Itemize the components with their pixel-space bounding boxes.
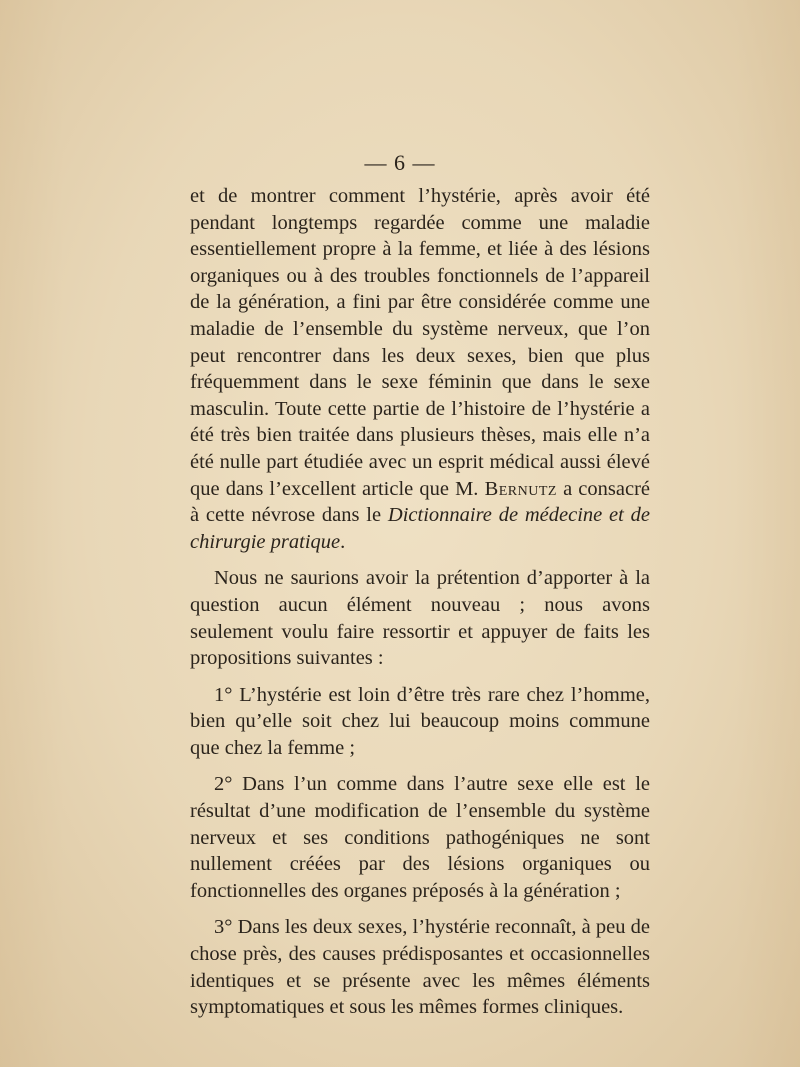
body-text [190,183,650,1021]
page-number: — 6 — [364,150,436,175]
proposition-3: 3° Dans les deux sexes, l’hystérie reconnaît, à peu de chose près, des causes prédisposantes et occasionnelles identiques et se présente avec les mêmes éléments symptomatiques et sous les mêmes formes cliniques. [190,916,650,1019]
paragraph-1-text-end: . [340,530,346,553]
proposition-1: 1° L’hystérie est loin d’être très rare chez l’homme, bien qu’elle soit chez lui beaucoup moins commune que chez la femme ; [190,683,650,759]
paragraph-1 [190,183,650,555]
paragraph-1-text-mid: a consacré à cette névrose dans le [190,477,650,527]
paragraph-2: Nous ne saurions avoir la prétention d’apporter à la question aucun élément nouveau ; nous avons seulement voulu faire ressortir et appuyer de faits les propositions suivantes : [190,567,650,670]
paragraph-1-text: et de montrer comment l’hystérie, après avoir été pendant longtemps regardée comme une maladie essentiellement propre à la femme, et liée à des lésions organiques ou à des troubles fonctionnels de l’appareil de la génération, a fini par être considérée comme une maladie de l’ensemble du système nerveux, que l’on peut rencontrer dans les deux sexes, bien que plus fréquemment dans le sexe féminin que dans le sexe masculin. Toute cette partie de l’histoire de l’hystérie a été très bien traitée dans plusieurs thèses, mais elle n’a été nulle part étudiée avec un esprit médical aussi élevé que dans l’excellent article que M. [190,185,650,500]
proposition-2: 2° Dans l’un comme dans l’autre sexe elle est le résultat d’une modification de l’ensemble du système nerveux et ses conditions pathogéniques ne sont nullement créées par des lésions organiques ou fonctionnelles des organes préposés à la génération ; [190,773,650,902]
work-title: Dictionnaire de médecine et de chirurgie pratique [190,504,650,553]
author-name: Bernutz [484,477,557,500]
